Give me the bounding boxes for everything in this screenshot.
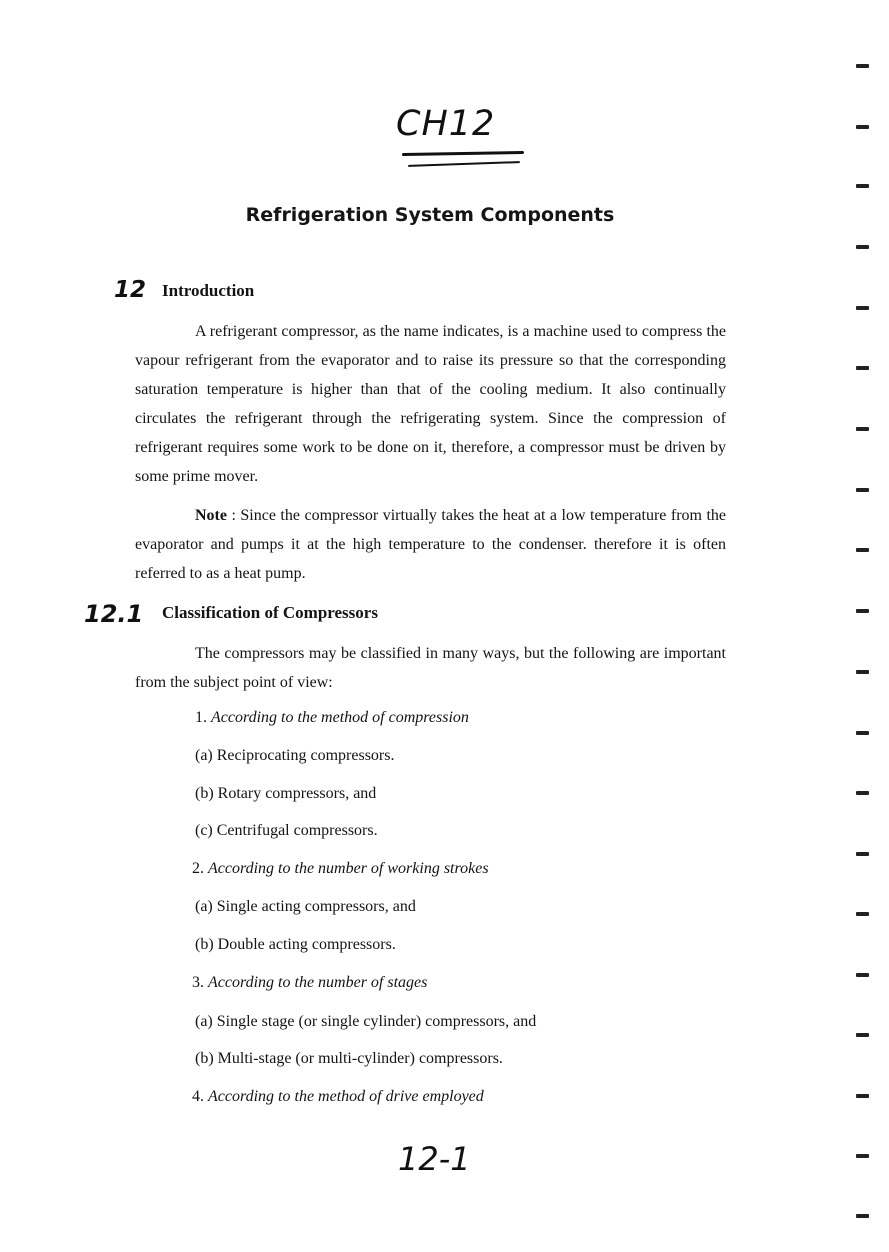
section-number-handwritten: 12.1 xyxy=(84,600,144,628)
group-number: 1. xyxy=(195,709,207,726)
scan-edge-mark xyxy=(856,1033,869,1037)
list-item: (b) Multi-stage (or multi-cylinder) compressors. xyxy=(195,1050,503,1067)
list-item: (a) Single stage (or single cylinder) compressors, and xyxy=(195,1013,537,1030)
list-item: (b) Double acting compressors. xyxy=(195,936,396,953)
group-title xyxy=(192,860,489,878)
scan-edge-mark xyxy=(856,973,869,977)
list-item: (b) Rotary compressors, and xyxy=(195,785,377,802)
group-number: 4. xyxy=(192,1088,204,1105)
scan-edge-mark xyxy=(856,366,869,370)
scan-edge-mark xyxy=(856,488,869,492)
classification-intro: The compressors may be classified in many ways, but the following are important from the subject point of view: xyxy=(135,645,726,691)
group-number: 2. xyxy=(192,860,204,877)
document-title: Refrigeration System Components xyxy=(245,204,615,226)
group-title-text: According to the method of drive employed xyxy=(208,1088,484,1105)
list-item: (a) Reciprocating compressors. xyxy=(195,747,395,764)
page-number-handwritten: 12-1 xyxy=(398,1140,471,1178)
scan-edge-mark xyxy=(856,670,869,674)
scan-edge-mark xyxy=(856,791,869,795)
scan-edge-mark xyxy=(856,912,869,916)
scan-edge-mark xyxy=(856,852,869,856)
scan-edge-mark xyxy=(856,245,869,249)
scan-edge-mark xyxy=(856,731,869,735)
scan-edge-mark xyxy=(856,1094,869,1098)
scan-edge-mark xyxy=(856,184,869,188)
group-title-text: According to the number of stages xyxy=(208,974,428,991)
note-paragraph xyxy=(135,501,726,588)
section-number-handwritten: 12 xyxy=(114,277,147,303)
scan-edge-mark xyxy=(856,1154,869,1158)
group-title-text: According to the method of compression xyxy=(211,709,469,726)
scan-edge-mark xyxy=(856,1214,869,1218)
list-item: (c) Centrifugal compressors. xyxy=(195,822,378,839)
list-item: (a) Single acting compressors, and xyxy=(195,898,416,915)
note-text: Since the compressor virtually takes the heat at a low temperature from the evaporator and pumps it at the high temperature to the condenser. therefore it is often referred to as a heat pump. xyxy=(135,507,727,582)
group-title xyxy=(195,709,469,727)
scan-edge-mark xyxy=(856,548,869,552)
section-heading-introduction: Introduction xyxy=(162,281,255,300)
scan-edge-mark xyxy=(856,306,869,310)
scan-edge-mark xyxy=(856,609,869,613)
scan-edge-mark xyxy=(856,427,869,431)
note-label: Note xyxy=(195,507,227,524)
scan-edge-mark xyxy=(856,125,869,129)
chapter-label-underline xyxy=(402,151,524,156)
group-title xyxy=(192,974,427,992)
scan-edge-mark xyxy=(856,64,869,68)
section-heading-classification: Classification of Compressors xyxy=(162,603,378,622)
chapter-label-underline-2 xyxy=(408,161,520,167)
group-title xyxy=(192,1088,484,1106)
group-title-text: According to the number of working strokes xyxy=(208,860,489,877)
group-number: 3. xyxy=(192,974,204,991)
chapter-label-handwritten: CH12 xyxy=(396,104,496,144)
note-separator: : xyxy=(226,507,241,524)
intro-paragraph: A refrigerant compressor, as the name indicates, is a machine used to compress the vapour refrigerant from the evaporator and to raise its pressure so that the corresponding saturation temperature is higher than that of the cooling medium. It also continually circulates the refrigerant through the refrigerating system. Since the compression of refrigerant requires some work to be done on it, therefore, a compressor must be driven by some prime mover. xyxy=(135,323,726,485)
